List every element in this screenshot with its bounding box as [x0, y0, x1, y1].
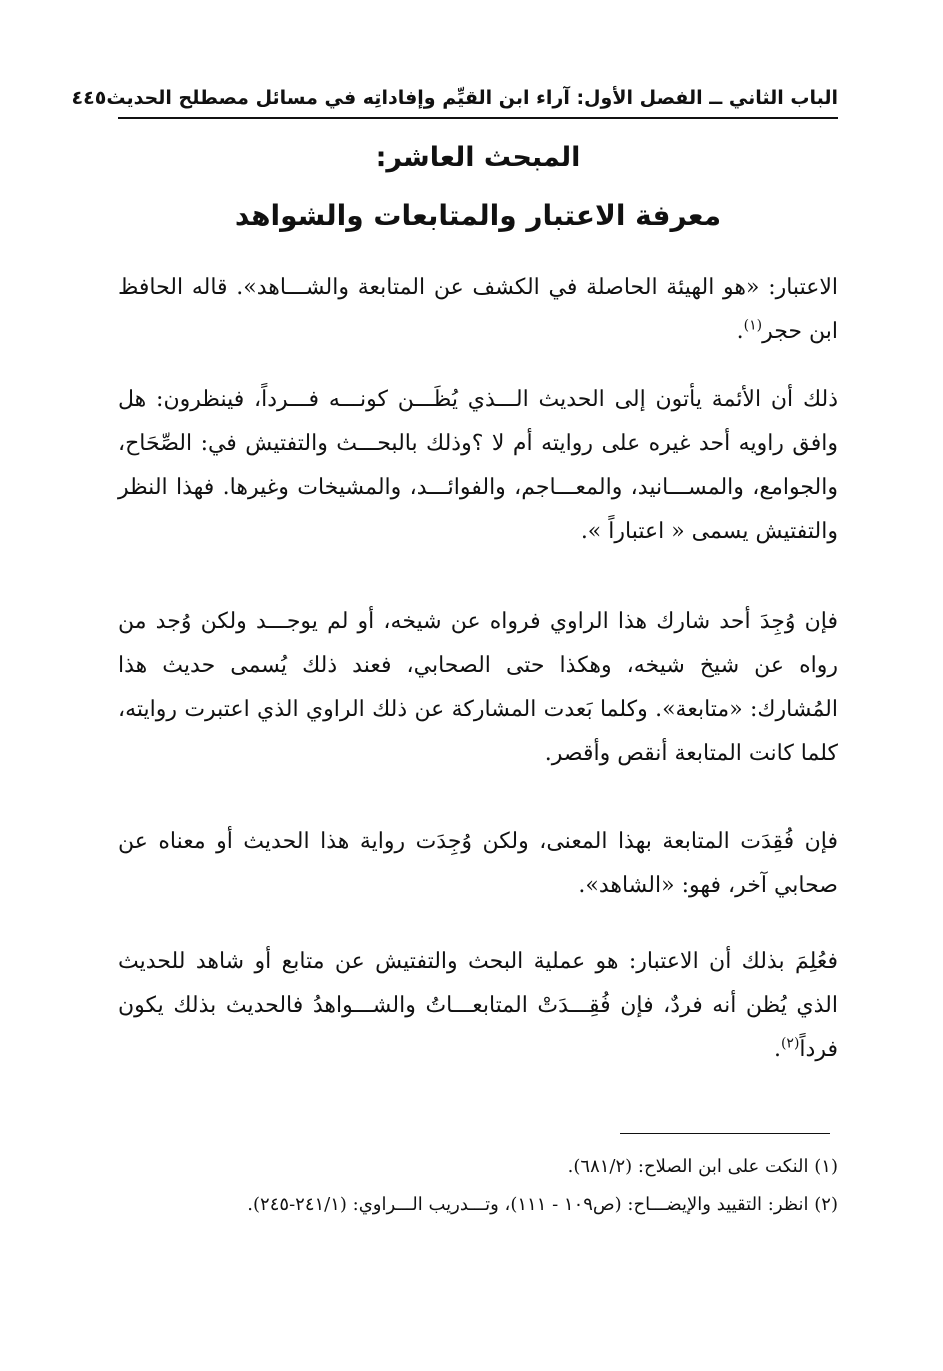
footnote-separator — [620, 1133, 830, 1134]
section-label: المبحث العاشر: — [375, 142, 581, 173]
paragraph-mutabaa — [118, 600, 838, 776]
paragraph-end: . — [736, 319, 744, 344]
paragraph-text: فإن وُجِدَ أحد شارك هذا الراوي فرواه عن شيخه، أو لم يوجـــد ولكن وُجد من رواه عن شيخ شيخه، وهكذا حتى الصحابي، فعند ذلك يُسمى حديث هذا المُشارك: «متابعة». وكلما بَعدت المشاركة عن ذلك الراوي الذي اعتبرت روايته، كلما كانت المتابعة أنقص وأقصر. — [118, 609, 838, 766]
paragraph-shahid — [118, 820, 838, 908]
running-header — [71, 80, 838, 116]
paragraph-text: فإن فُقِدَت المتابعة بهذا المعنى، ولكن وُجِدَت رواية هذا الحديث أو معناه عن صحابي آخر، فهو: «الشاهد». — [118, 829, 838, 898]
paragraph-text: الاعتبار: «هو الهيئة الحاصلة في الكشف عن المتابعة والشـــاهد». قاله الحافظ ابن حجر — [118, 275, 838, 344]
section-title: معرفة الاعتبار والمتابعات والشواهد — [234, 199, 722, 232]
footnote-ref: (١) — [743, 317, 763, 334]
paragraph-conclusion — [118, 940, 838, 1072]
footnote-ref: (٢) — [780, 1035, 800, 1052]
paragraph-definition — [118, 266, 838, 354]
paragraph-text: ذلك أن الأئمة يأتون إلى الحديث الـــذي يُظَـــن كونـــه فـــرداً، فينظرون: هل وافق راويه أحد غيره على روايته أم لا ؟وذلك بالبحـــث والتفتيش في: الصِّحَاح، والجوامع، والمســـانيد، والمعـــاجم، والفوائـــد، والمشيخات وغيرها. فهذا النظر والتفتيش يسمى « اعتباراً ». — [118, 387, 838, 544]
paragraph-end: . — [773, 1037, 781, 1062]
page-number: ٤٤٥ — [71, 87, 107, 109]
running-title: الباب الثاني ــ الفصل الأول: آراء ابن القيِّم وإفاداتِه في مسائل مصطلح الحديث — [106, 87, 838, 109]
header-rule — [118, 117, 838, 119]
paragraph-explanation — [118, 378, 838, 554]
paragraph-text: فعُلِمَ بذلك أن الاعتبار: هو عملية البحث والتفتيش عن متابع أو شاهد للحديث الذي يُظن أنه فردٌ، فإن فُقِـــدَتْ المتابعـــاتُ والشـــواهدُ فالحديث بذلك يكون فرداً — [118, 949, 838, 1062]
footnote-item: (١) النكت على ابن الصلاح: (٦٨١/٢). — [567, 1156, 838, 1177]
footnote-item: (٢) انظر: التقييد والإيضـــاح: (ص١٠٩ - ١١١)، وتـــدريب الـــراوي: (٢٤١/١-٢٤٥). — [247, 1194, 838, 1215]
footnotes — [118, 1148, 838, 1224]
